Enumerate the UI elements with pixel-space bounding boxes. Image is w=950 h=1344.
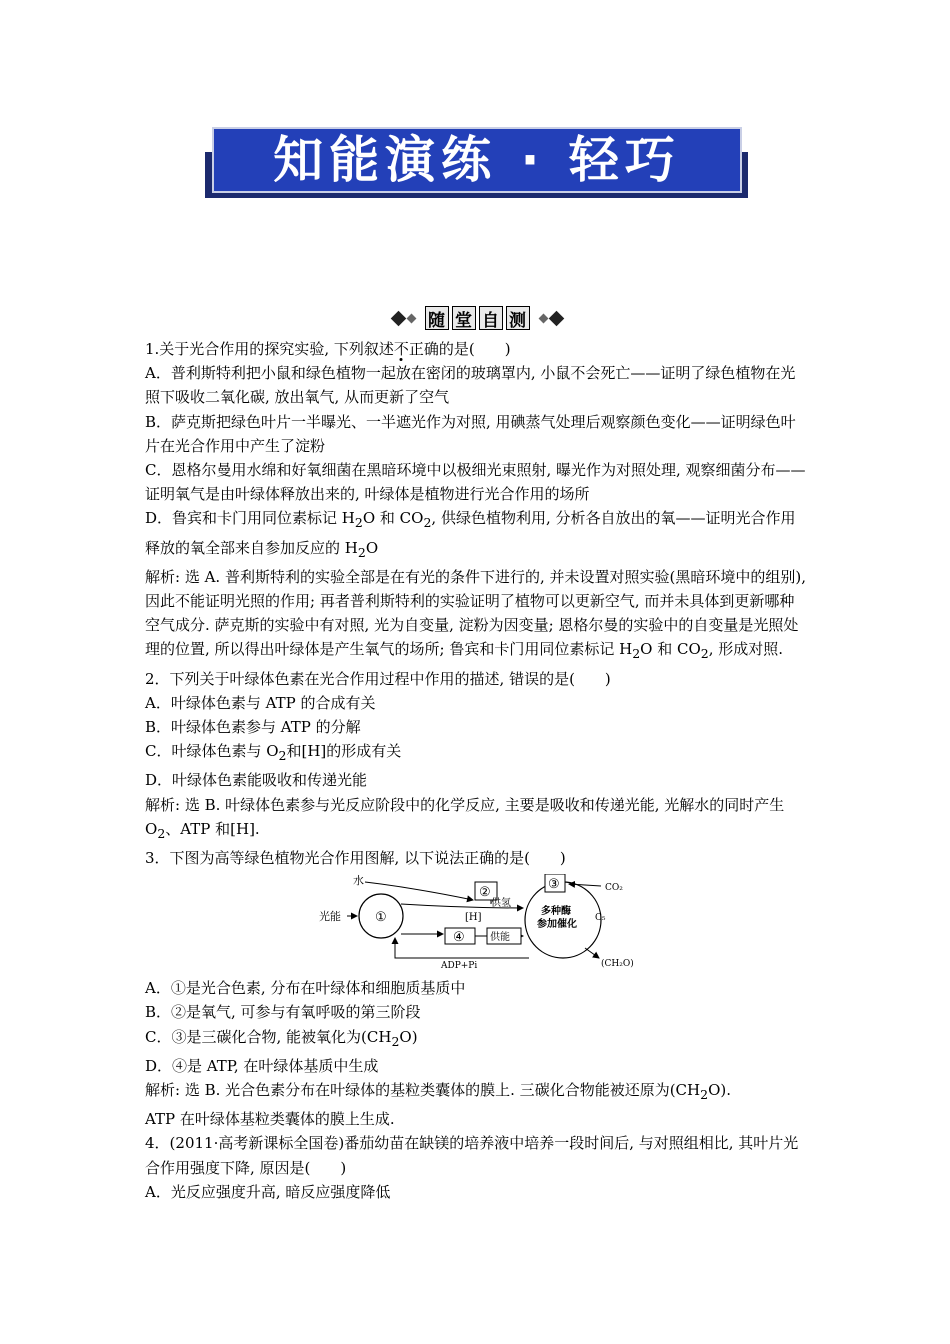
q1-analysis: 解析: 选 A. 普利斯特利的实验全部是在有光的条件下进行的, 并未设置对照实验(黑暗环境中的组别), 因此不能证明光照的作用; 再者普利斯特利的实验证明了植物可以更新空气, 而并未具体到更新哪种空气成分. 萨克斯的实验中有对照, 光为自变量, 淀粉为因变量; 恩格尔曼的实验中的自变量是光照处理的位置, 所以得出叶绿体是产生氧气的场所; 鲁宾和卡门用同位素标记 $H_2O$ 和 $CO_2$, 形成对照. [145,567,806,662]
co2-arrow [569,884,601,886]
diagram-svg [315,874,655,970]
diamond-icon [548,310,564,326]
q1-option-a: A．普利斯特利把小鼠和绿色植物一起放在密闭的玻璃罩内, 小鼠不会死亡——证明了绿色植物在光照下吸收二氧化碳, 放出氧气, 从而更新了空气 [145,364,796,407]
q2-option-b: B．叶绿体色素参与 ATP 的分解 [145,718,361,737]
diamond-icon [390,310,406,326]
q4-option-a: A．光反应强度升高, 暗反应强度降低 [145,1182,391,1201]
q2-stem: 2．下列关于叶绿体色素在光合作用过程中作用的描述, 错误的是( ) [145,669,611,688]
enzyme-label-2: 参加催化 [537,919,577,931]
q3-stem: 3．下图为高等绿色植物光合作用图解, 以下说法正确的是( ) [145,849,566,868]
h-label: [H] [465,912,482,924]
emphasis-char: 不 [393,340,409,358]
enzyme-label-1: 多种酶 [541,906,571,918]
q4-stem: 4．(2011·高考新课标全国卷)番茄幼苗在缺镁的培养液中培养一段时间后, 与对照组相比, 其叶片光合作用强度下降, 原因是( ) [145,1134,799,1177]
q1-option-d: D．鲁宾和卡门用同位素标记 $H_2O$ 和 $CO_2$, 供绿色植物利用, 分析各自放出的氧——证明光合作用释放的氧全部来自参加反应的 $H_2O$ [145,509,796,560]
water-arrow [365,882,473,900]
q1-option-b: B．萨克斯把绿色叶片一半曝光、一半遮光作为对照, 用碘蒸气处理后观察颜色变化——证明绿色叶片在光合作用中产生了淀粉 [145,412,796,455]
section-char: 随 [425,306,449,330]
q2-option-d: D．叶绿体色素能吸收和传递光能 [145,771,368,790]
q3-option-c: C．③是三碳化合物, 能被氧化为$(CH_2O)$ [145,1027,418,1049]
title-banner [212,127,742,193]
section-char: 测 [506,306,530,330]
section-char: 堂 [452,306,476,330]
q2-option-a: A．叶绿体色素与 ATP 的合成有关 [145,693,376,712]
banner-title: 知能演练 · 轻巧 [273,131,681,189]
water-label: 水 [353,874,364,888]
label-2: ② [479,885,491,901]
label-4: ④ [453,930,465,946]
adp-label: ADP+Pi [441,961,478,971]
diamond-small-icon [538,313,548,323]
ch2o-arrow [585,948,599,958]
q3-analysis: 解析: 选 B. 光合色素分布在叶绿体的基粒类囊体的膜上. 三碳化合物能被还原为$(CH_2O)$. [145,1081,731,1103]
q3-option-d: D．④是 ATP, 在叶绿体基质中生成 [145,1056,379,1075]
ch2o-label: (CH₂O) [601,959,634,970]
q1-stem: 1.关于光合作用的探究实验, 下列叙述不正确的是( ) [145,340,511,358]
q2-option-c: C．叶绿体色素与 $O_2$和[H]的形成有关 [145,742,402,764]
co2-label: CO₂ [605,883,623,894]
q1-option-c: C．恩格尔曼用水绵和好氧细菌在黑暗环境中以极细光束照射, 曝光作为对照处理, 观察细菌分布——证明氧气是由叶绿体释放出来的, 叶绿体是植物进行光合作用的场所 [145,461,806,504]
supply-h-label: 供氢 [491,898,511,910]
supply-energy-label: 供能 [490,932,510,944]
label-3: ③ [548,877,560,893]
c5-label: C₅ [595,913,606,924]
label-1: ① [375,910,387,926]
section-heading [374,305,580,331]
section-char: 自 [479,306,503,330]
q2-analysis: 解析: 选 B. 叶绿体色素参与光反应阶段中的化学反应, 主要是吸收和传递光能, 光解水的同时产生 $O_2$、ATP 和[H]. [145,795,785,841]
q3-option-a: A．①是光合色素, 分布在叶绿体和细胞质基质中 [145,979,466,998]
q3-analysis-cont: ATP 在叶绿体基粒类囊体的膜上生成. [145,1110,395,1129]
q3-option-b: B．②是氧气, 可参与有氧呼吸的第三阶段 [145,1003,421,1022]
photosynthesis-diagram [145,874,807,970]
light-label: 光能 [319,910,341,924]
question-content [145,337,807,1204]
diamond-small-icon [406,313,416,323]
